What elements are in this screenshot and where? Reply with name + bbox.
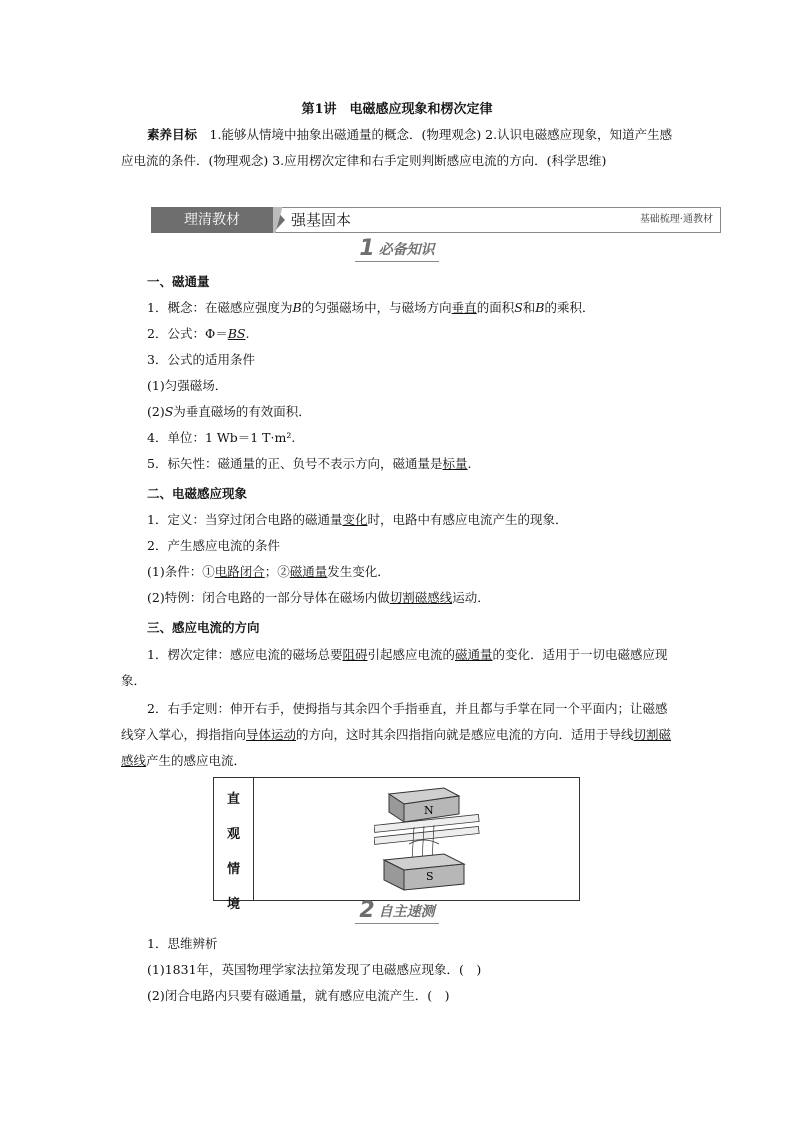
banner-mid-label: 强基固本 bbox=[291, 211, 352, 229]
flux-unit: 4．单位：1 Wb＝1 T·m². bbox=[147, 430, 296, 445]
induction-definition: 1．定义：当穿过闭合电路的磁通量变化时，电路中有感应电流产生的现象． bbox=[147, 512, 568, 527]
exercise-item: (2)闭合电路内只要有磁通量，就有感应电流产生．( ) bbox=[147, 988, 450, 1003]
condition-2: (2)S为垂直磁场的有效面积． bbox=[147, 404, 311, 419]
flux-scalar: 5．标矢性：磁通量的正、负号不表示方向，磁通量是标量. bbox=[147, 456, 472, 471]
objectives-label: 素养目标 bbox=[147, 127, 198, 142]
section-title: 必备知识 bbox=[378, 241, 435, 258]
section-number: 2 bbox=[359, 898, 375, 923]
figure-label-char: 情 bbox=[226, 862, 240, 877]
flux-conditions: 3．公式的适用条件 bbox=[147, 352, 255, 367]
section-heading-2 bbox=[0, 898, 794, 924]
heading-direction: 三、感应电流的方向 bbox=[147, 620, 260, 635]
heading-induction: 二、电磁感应现象 bbox=[147, 486, 248, 501]
condition-list: (1)条件：①电路闭合；②磁通量发生变化． bbox=[147, 564, 390, 579]
banner-dark-label: 理清教材 bbox=[151, 207, 273, 233]
banner-right-label: 基础梳理·通教材 bbox=[639, 214, 713, 225]
condition-1: (1)匀强磁场． bbox=[147, 378, 228, 393]
induction-conditions: 2．产生感应电流的条件 bbox=[147, 538, 280, 553]
banner-slant bbox=[273, 207, 287, 233]
north-pole-label: N bbox=[424, 804, 434, 817]
objectives-paragraph bbox=[121, 122, 676, 174]
section-number: 1 bbox=[359, 236, 375, 261]
exercise-heading: 1．思维辨析 bbox=[147, 936, 218, 951]
figure-label-cell bbox=[214, 778, 254, 912]
section-banner bbox=[151, 207, 721, 233]
lenz-law: 1．楞次定律：感应电流的磁场总要阻碍引起感应电流的磁通量的变化．适用于一切电磁感应现象． bbox=[121, 647, 668, 688]
south-pole-label: S bbox=[426, 870, 434, 883]
magnet-illustration bbox=[374, 782, 484, 896]
figure-label-char: 观 bbox=[226, 827, 240, 842]
heading-flux: 一、磁通量 bbox=[147, 274, 210, 289]
figure-label-char: 境 bbox=[226, 897, 240, 912]
right-hand-rule: 2．右手定则：伸开右手，使拇指与其余四个手指垂直，并且都与手掌在同一个平面内；让磁感线穿入掌心，拇指指向导体运动的方向，这时其余四指指向就是感应电流的方向．适用于导线切割磁感线产生的感应电流． bbox=[121, 701, 672, 768]
section-heading-1 bbox=[0, 236, 794, 262]
flux-formula: 2．公式：Φ＝BS. bbox=[147, 326, 250, 341]
figure-label-char: 直 bbox=[226, 792, 240, 807]
exercise-item: (1)1831年，英国物理学家法拉第发现了电磁感应现象．( ) bbox=[147, 962, 482, 977]
flux-concept: 1．概念：在磁感应强度为B的匀强磁场中，与磁场方向垂直的面积S和B的乘积． bbox=[147, 300, 595, 315]
section-title: 自主速测 bbox=[378, 903, 435, 920]
page-title: 第1讲 电磁感应现象和楞次定律 bbox=[301, 102, 493, 117]
special-case: (2)特例：闭合电路的一部分导体在磁场内做切割磁感线运动． bbox=[147, 590, 490, 605]
objectives-text: 1.能够从情境中抽象出磁通量的概念．(物理观念) 2.认识电磁感应现象，知道产生感应电流的条件．(物理观念) 3.应用楞次定律和右手定则判断感应电流的方向．(科学思维) bbox=[121, 127, 673, 168]
